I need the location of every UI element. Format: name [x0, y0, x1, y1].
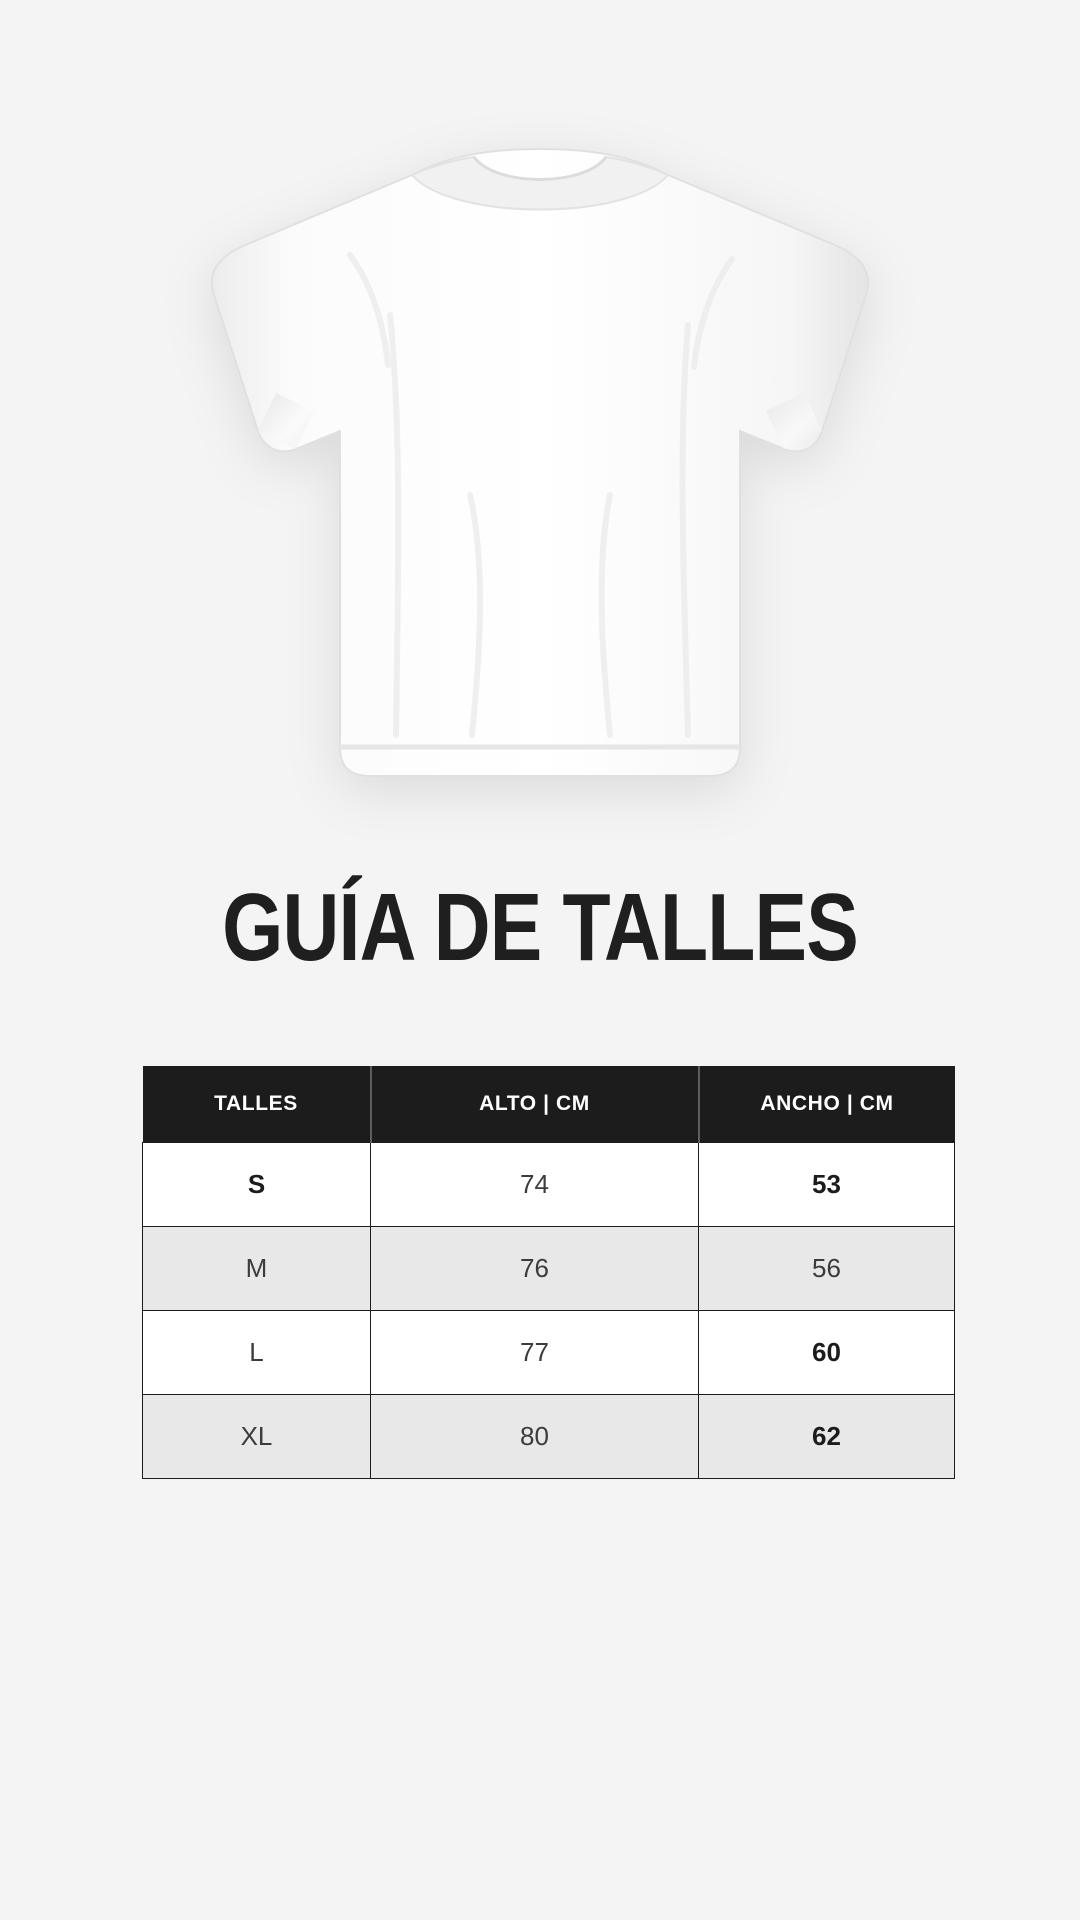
- cell-ancho: 60: [699, 1310, 955, 1394]
- cell-talles: M: [143, 1226, 371, 1310]
- cell-talles: S: [143, 1142, 371, 1226]
- table-row: [143, 1310, 955, 1394]
- size-table-body: [143, 1142, 955, 1478]
- cell-talles: XL: [143, 1394, 371, 1478]
- cell-talles: L: [143, 1310, 371, 1394]
- size-table-wrapper: [142, 1066, 954, 1479]
- cell-alto: 76: [371, 1226, 699, 1310]
- shirt-illustration-area: [0, 0, 1080, 830]
- column-header-talles: TALLES: [143, 1066, 371, 1142]
- tshirt-image: [140, 135, 940, 835]
- size-table: [142, 1066, 955, 1479]
- table-row: [143, 1142, 955, 1226]
- table-header-row: [143, 1066, 955, 1142]
- table-row: [143, 1394, 955, 1478]
- table-row: [143, 1226, 955, 1310]
- cell-alto: 80: [371, 1394, 699, 1478]
- cell-ancho: 56: [699, 1226, 955, 1310]
- tshirt-icon: [140, 135, 940, 835]
- page-title: GUÍA DE TALLES: [222, 874, 858, 981]
- column-header-alto: ALTO | CM: [371, 1066, 699, 1142]
- size-table-head: [143, 1066, 955, 1142]
- cell-alto: 74: [371, 1142, 699, 1226]
- column-header-ancho: ANCHO | CM: [699, 1066, 955, 1142]
- cell-alto: 77: [371, 1310, 699, 1394]
- cell-ancho: 62: [699, 1394, 955, 1478]
- cell-ancho: 53: [699, 1142, 955, 1226]
